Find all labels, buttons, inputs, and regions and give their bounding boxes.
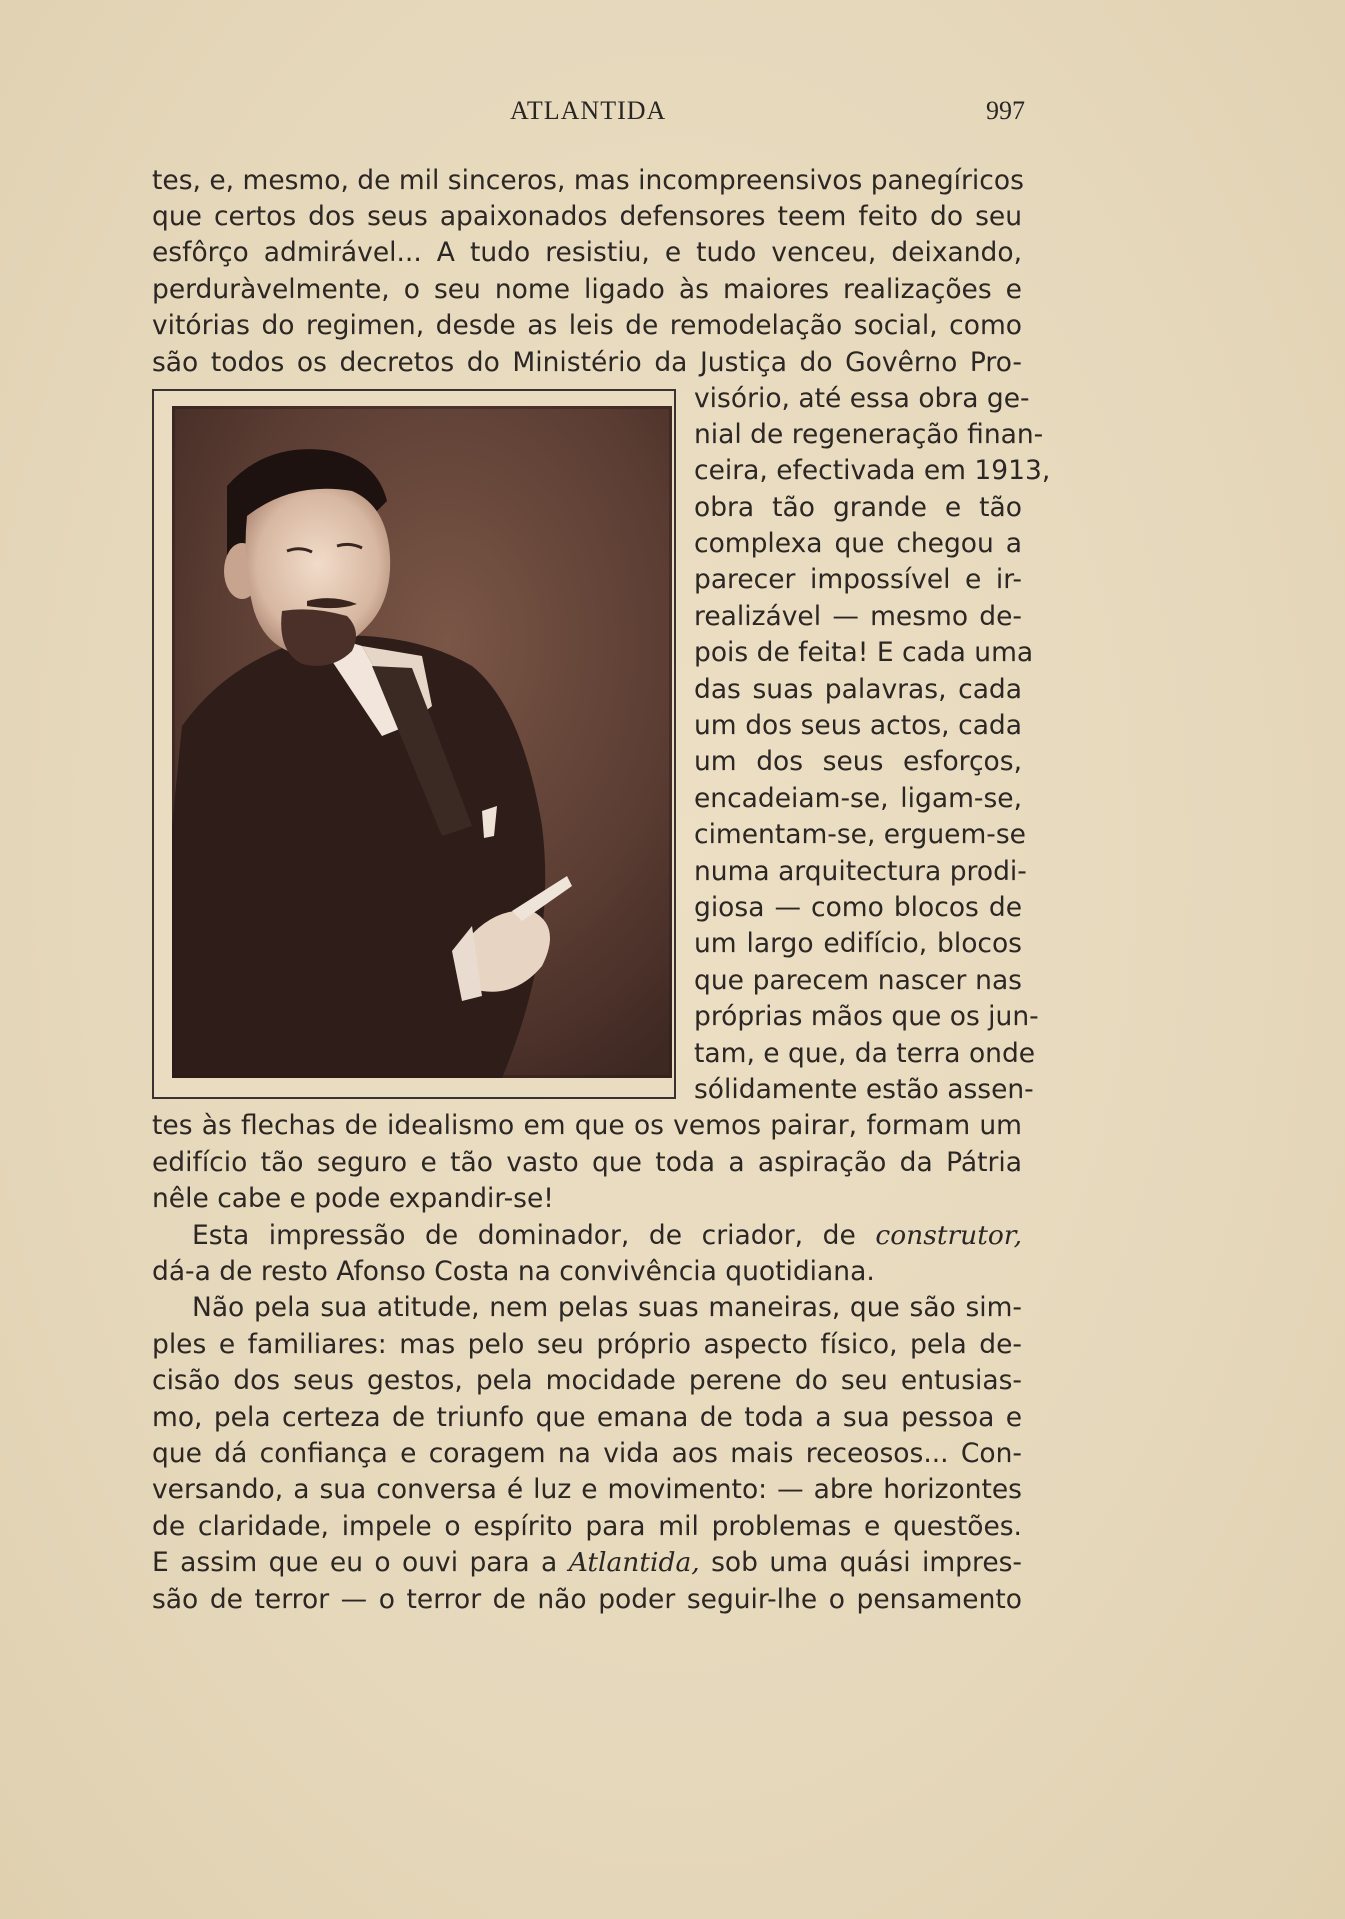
text-line: ceira, efectivada em 1913, — [694, 455, 1051, 486]
text-line: pois de feita! E cada uma — [694, 637, 1034, 668]
portrait-frame — [152, 389, 676, 1099]
text-line: cimentam-se, erguem-se — [694, 819, 1026, 850]
text-line: são todos os decretos do Ministério da Justiça do Govêrno Pro- — [152, 347, 1022, 378]
text-span: E assim que eu o ouvi para a — [152, 1547, 558, 1578]
text-line: tam, e que, da terra onde — [694, 1038, 1036, 1069]
text-line: que dá confiança e coragem na vida aos mais receosos... Con- — [152, 1438, 1022, 1469]
text-line: mo, pela certeza de triunfo que emana de toda a sua pessoa e — [152, 1402, 1022, 1433]
text-line — [152, 1218, 1022, 1254]
text-line: tes, e, mesmo, de mil sinceros, mas incompreensivos panegíricos — [152, 165, 1024, 196]
running-header — [150, 96, 1025, 130]
text-line: versando, a sua conversa é luz e movimento: — abre horizontes — [152, 1474, 1022, 1505]
text-line — [152, 1545, 1022, 1581]
italic-text: Atlantida, — [568, 1547, 700, 1578]
text-line: numa arquitectura prodi- — [694, 856, 1027, 887]
text-line: tes às flechas de idealismo em que os vemos pairar, formam um — [152, 1110, 1022, 1141]
text-line: das suas palavras, cada — [694, 674, 1022, 705]
text-line: parecer impossível e ir- — [694, 564, 1022, 595]
text-line: nêle cabe e pode expandir-se! — [152, 1183, 554, 1214]
text-line: encadeiam-se, ligam-se, — [694, 783, 1022, 814]
text-line: edifício tão seguro e tão vasto que toda a aspiração da Pátria — [152, 1147, 1022, 1178]
text-line: sólidamente estão assen- — [694, 1074, 1034, 1105]
text-span: sob uma quási impres- — [711, 1547, 1022, 1578]
text-line: obra tão grande e tão — [694, 492, 1022, 523]
text-line: esfôrço admirável... A tudo resistiu, e tudo venceu, deixando, — [152, 237, 1022, 268]
text-line: dá-a de resto Afonso Costa na convivência quotidiana. — [152, 1256, 875, 1287]
text-line: nial de regeneração finan- — [694, 419, 1044, 450]
text-line: realizável — mesmo de- — [694, 601, 1022, 632]
text-line: perduràvelmente, o seu nome ligado às maiores realizações e — [152, 274, 1022, 305]
text-line: giosa — como blocos de — [694, 892, 1022, 923]
page-number: 997 — [986, 96, 1025, 125]
text-line: próprias mãos que os jun- — [694, 1001, 1039, 1032]
portrait-photo — [172, 406, 672, 1078]
text-line: um dos seus actos, cada — [694, 710, 1022, 741]
text-line: um dos seus esforços, — [694, 746, 1022, 777]
text-line: um largo edifício, blocos — [694, 928, 1022, 959]
text-line: que certos dos seus apaixonados defensores teem feito do seu — [152, 201, 1022, 232]
text-line: complexa que chegou a — [694, 528, 1022, 559]
italic-text: construtor, — [875, 1220, 1022, 1251]
text-line: cisão dos seus gestos, pela mocidade perene do seu entusias- — [152, 1365, 1022, 1396]
journal-title: ATLANTIDA — [510, 96, 667, 125]
text-line: que parecem nascer nas — [694, 965, 1022, 996]
text-line: visório, até essa obra ge- — [694, 383, 1030, 414]
text-line: ples e familiares: mas pelo seu próprio aspecto físico, pela de- — [152, 1329, 1022, 1360]
text-line: são de terror — o terror de não poder seguir-lhe o pensamento — [152, 1584, 1022, 1615]
text-span: Esta impressão de dominador, de criador, de — [192, 1220, 856, 1251]
text-line: Não pela sua atitude, nem pelas suas maneiras, que são sim- — [192, 1292, 1022, 1323]
text-line: de claridade, impele o espírito para mil problemas e questões. — [152, 1511, 1022, 1542]
text-line: vitórias do regimen, desde as leis de remodelação social, como — [152, 310, 1022, 341]
